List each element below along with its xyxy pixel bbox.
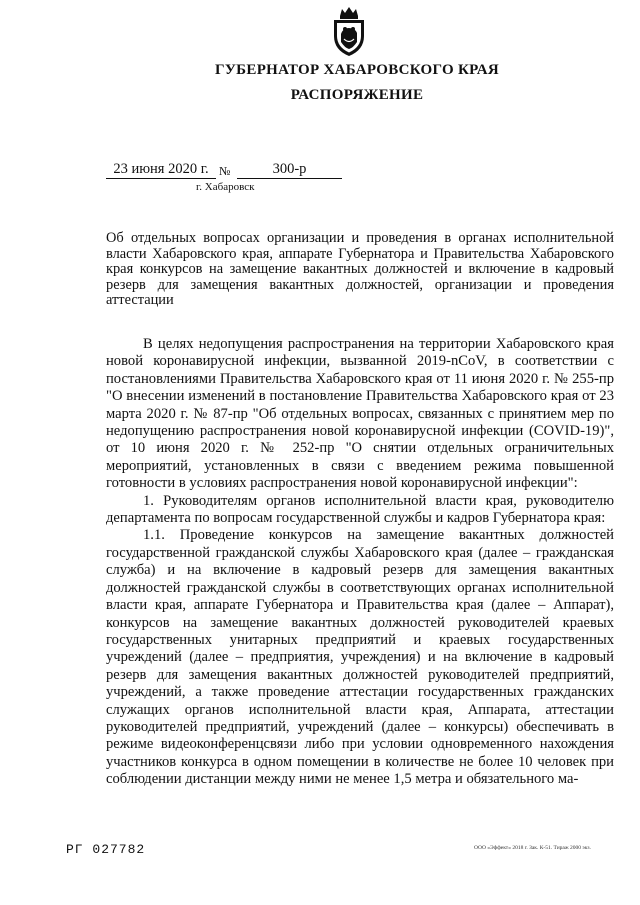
- document-type: РАСПОРЯЖЕНИЕ: [290, 87, 424, 103]
- body-paragraph-1: 1. Руководителям органов исполнительной власти края, руководителю департамента по вопросам государственной службы и кадров Губернатора края:: [106, 492, 614, 527]
- document-body: [106, 336, 614, 789]
- document-subject: Об отдельных вопросах организации и проведения в органах исполнительной власти Хабаровского края, аппарате Губернатора и Правительства Хабаровского края конкурсов на замещение вакантных должностей и включение в кадровый резерв для замещения вакантных должностей, организации и проведения аттестации: [106, 230, 614, 308]
- document-number: 300-р: [237, 161, 342, 179]
- number-sign: №: [219, 164, 231, 178]
- body-paragraph-1-1: 1.1. Проведение конкурсов на замещение вакантных должностей государственной гражданской службы Хабаровского края (далее – гражданская служба) и на включение в кадровый резерв для замещения вакантных должностей гражданской службы в соответствующих органах исполнительной власти края, аппарате Губернатора и Правительства края (далее – Аппарат), конкурсов на замещение вакантных должностей руководителей краевых государственных унитарных предприятий и краевых государственных учреждений (далее – предприятия, учреждения) и на включение в кадровый резерв для замещения вакантных должностей руководителей предприятий, учреждений, а также проведение аттестации государственных гражданских служащих органов исполнительной власти края, Аппарата, аттестации руководителей предприятий, учреждений (далее – конкурсы) обеспечивать в режиме видеоконференцсвязи либо при условии одновременного нахождения участников конкурса в одном помещении в количестве не более 10 человек при соблюдении дистанции между ними не менее 1,5 метра и обязательного ма-: [106, 527, 614, 788]
- date-number-row: [106, 161, 346, 181]
- document-date: 23 июня 2020 г.: [106, 161, 216, 179]
- registration-number: РГ 027782: [66, 842, 146, 857]
- document-city: г. Хабаровск: [196, 181, 255, 193]
- body-paragraph-preamble: В целях недопущения распространения на территории Хабаровского края новой коронавирусной инфекции, вызванной 2019-nCoV, в соответствии с постановлениями Правительства Хабаровского края от 11 июня 2020 г. № 255-пр "О внесении изменений в постановление Правительства Хабаровского края от 23 марта 2020 г. № 87-пр "Об отдельных вопросах, связанных с принятием мер по недопущению распространения новой коронавирусной инфекции (COVID-19)", от 10 июня 2020 г. № 252-пр "О снятии отдельных ограничительных мероприятий, установленных в связи с введением режима повышенной готовности в условиях распространения новой коронавирусной инфекции":: [106, 336, 614, 492]
- printer-info: ООО «Эффект» 2018 г. Зак. К-51. Тираж 2000 экз.: [474, 845, 591, 851]
- issuer-title: ГУБЕРНАТОР ХАБАРОВСКОГО КРАЯ: [215, 62, 499, 78]
- coat-of-arms-icon: [328, 6, 370, 58]
